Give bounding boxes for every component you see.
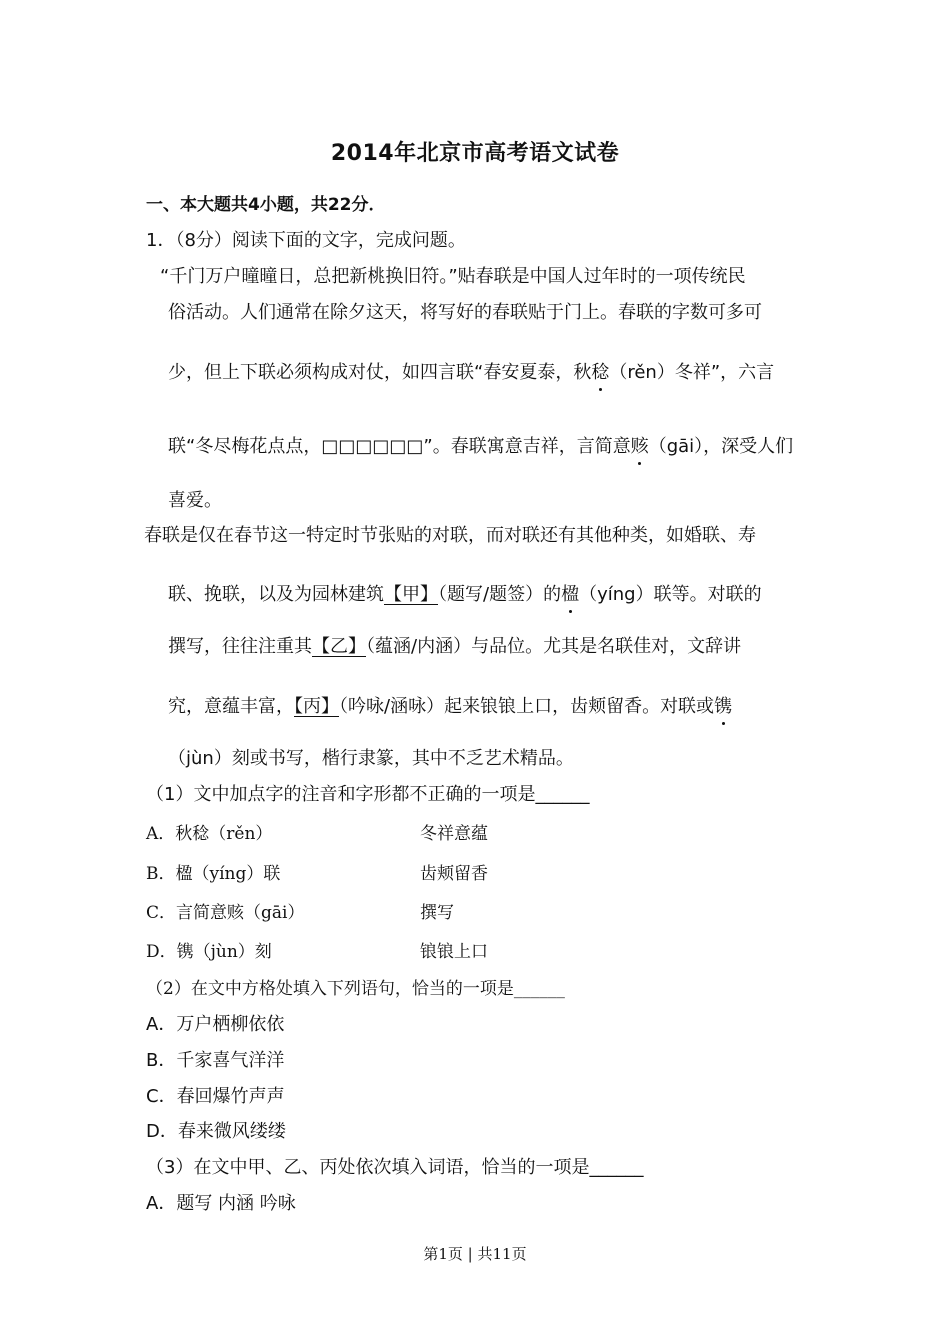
- passage-text: 联、挽联，以及为园林建筑: [168, 584, 384, 605]
- passage-line: 俗活动。人们通常在除夕这天，将写好的春联贴于门上。春联的字数可多可: [168, 302, 762, 323]
- passage-line: [168, 432, 793, 458]
- option: D．春来微风缕缕: [146, 1121, 286, 1142]
- blank-marker-bing: 【丙】: [294, 696, 339, 717]
- option-left: A．秋稔（rěn）: [146, 824, 273, 844]
- passage-text: （yíng）联等。对联的: [579, 584, 762, 605]
- passage-text: 撰写，往往注重其: [168, 636, 312, 657]
- passage-line: 喜爱。: [168, 490, 222, 511]
- option-right: 锒锒上口: [420, 942, 488, 962]
- option-right: 撰写: [420, 903, 454, 923]
- passage-line: （jùn）刻或书写，楷行隶篆，其中不乏艺术精品。: [168, 748, 574, 769]
- option-left: B．楹（yíng）联: [146, 864, 281, 884]
- page-footer: 第1页 | 共11页: [423, 1245, 527, 1263]
- option-left: C．言简意赅（gāi）: [146, 903, 305, 923]
- passage-text: 究，意蕴丰富，: [168, 696, 294, 717]
- passage-line: [168, 632, 741, 658]
- option-left: D．镌（jùn）刻: [146, 942, 272, 962]
- passage-text: （题写/题签）的: [438, 584, 562, 605]
- passage-text: 少，但上下联必须构成对仗，如四言联“春安夏泰，秋: [168, 362, 592, 383]
- passage-text: 联“冬尽梅花点点，□□□□□□”。春联寓意吉祥，言简意: [168, 436, 631, 457]
- option-right: 齿颊留香: [420, 864, 488, 884]
- passage-text: （蕴涵/内涵）与品位。尤其是名联佳对，文辞讲: [366, 636, 742, 657]
- dotted-char: 赅: [631, 432, 649, 458]
- section-heading: 一、本大题共4小题，共22分．: [146, 195, 386, 215]
- sub-question-2: （2）在文中方格处填入下列语句，恰当的一项是______: [146, 979, 565, 999]
- passage-text: （gāi），深受人们: [648, 436, 794, 457]
- passage-text: （rěn）冬祥”，六言: [609, 362, 775, 383]
- sub-question-3: （3）在文中甲、乙、丙处依次填入词语，恰当的一项是______: [146, 1157, 644, 1178]
- passage-line: [168, 580, 762, 606]
- dotted-char: 稔: [591, 358, 609, 384]
- option-right: 冬祥意蕴: [420, 824, 488, 844]
- passage-line: [168, 358, 774, 384]
- passage-line: [168, 692, 732, 718]
- blank-marker-yi: 【乙】: [312, 636, 366, 657]
- question-1-intro: 1．（8分）阅读下面的文字，完成问题。: [146, 230, 466, 251]
- option: B．千家喜气洋洋: [146, 1050, 285, 1071]
- dotted-char: 镌: [714, 692, 732, 718]
- blank-marker-jia: 【甲】: [384, 584, 438, 605]
- sub-question-1: （1）文中加点字的注音和字形都不正确的一项是______: [146, 784, 590, 805]
- passage-line: “千门万户曈曈日，总把新桃换旧符。”贴春联是中国人过年时的一项传统民: [160, 266, 746, 287]
- passage-text: （吟咏/涵咏）起来锒锒上口，齿颊留香。对联或: [339, 696, 715, 717]
- option: C．春回爆竹声声: [146, 1086, 285, 1107]
- option: A．万户栖柳依依: [146, 1014, 285, 1035]
- page-title: 2014年北京市高考语文试卷: [330, 141, 620, 166]
- passage-line: 春联是仅在春节这一特定时节张贴的对联，而对联还有其他种类，如婚联、寿: [144, 525, 756, 546]
- option: A．题写 内涵 吟咏: [146, 1193, 296, 1214]
- dotted-char: 楹: [561, 580, 579, 606]
